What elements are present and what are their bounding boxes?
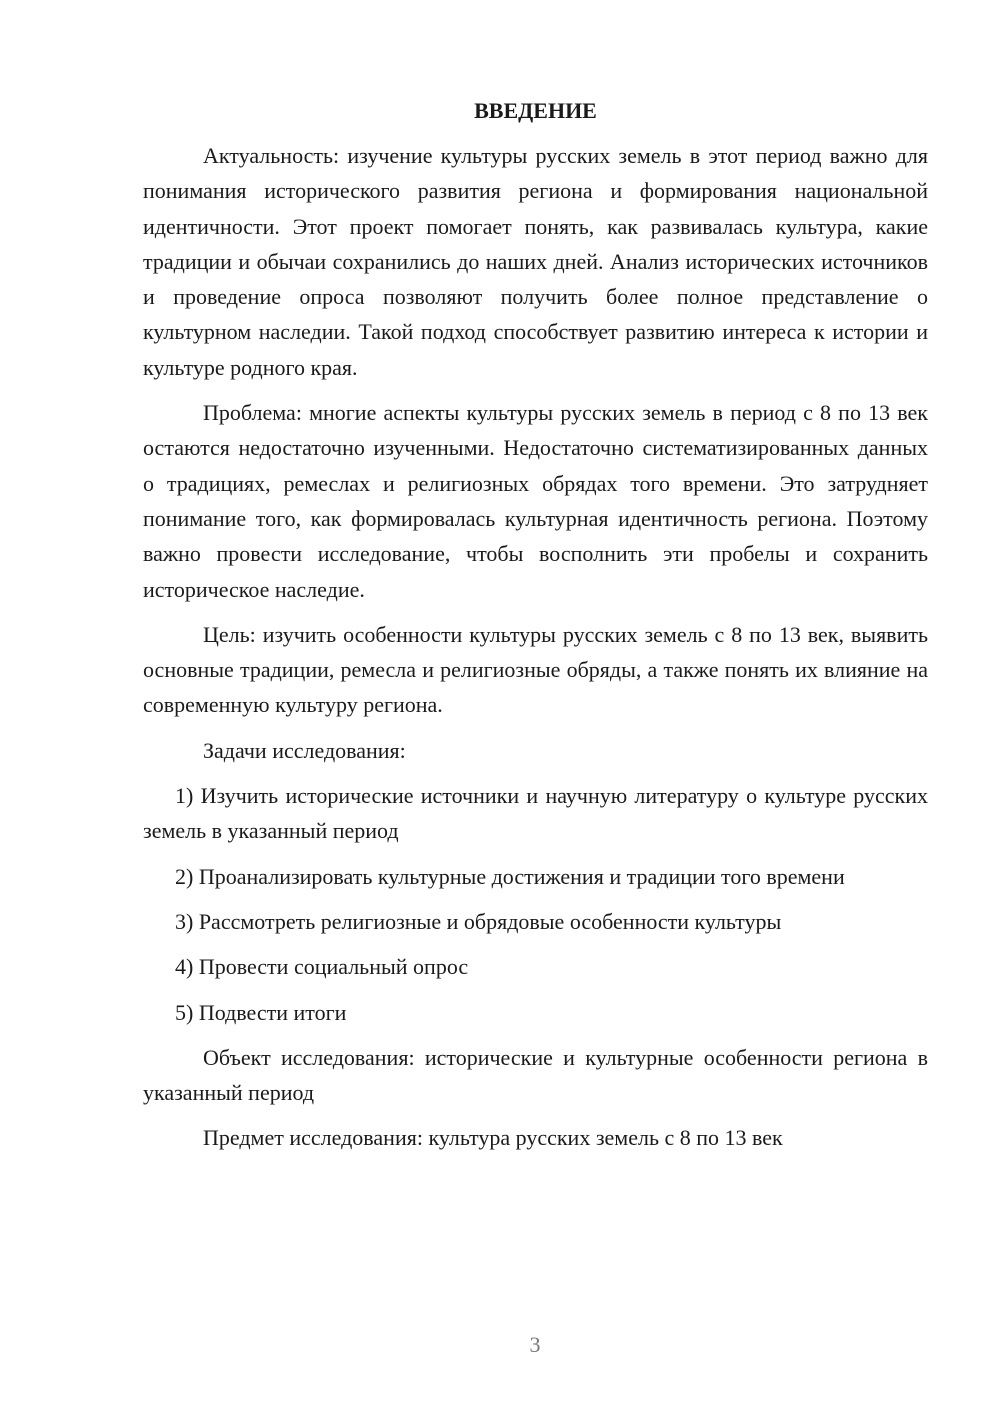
problem-paragraph: Проблема: многие аспекты культуры русских земель в период с 8 по 13 век остаются недостаточно изученными. Недостаточно систематизированных данных о традициях, ремеслах и религиозных обрядах того времени. Это затрудняет понимание того, как формировалась культурная идентичность региона. Поэтому важно провести исследование, чтобы восполнить эти пробелы и сохранить историческое наследие. — [143, 400, 928, 602]
subject-paragraph: Предмет исследования: культура русских земель с 8 по 13 век — [203, 1125, 783, 1151]
task-item: 5) Подвести итоги — [175, 999, 347, 1025]
relevance-paragraph: Актуальность: изучение культуры русских земель в этот период важно для понимания исторического развития региона и формирования национальной идентичности. Этот проект помогает понять, как развивалась культура, какие традиции и обычаи сохранились до наших дней. Анализ исторических источников и проведение опроса позволяют получить более полное представление о культурном наследии. Такой подход способствует развитию интереса к истории и культуре родного края. — [143, 143, 928, 380]
task-item: 3) Рассмотреть религиозные и обрядовые особенности культуры — [175, 908, 782, 934]
document-body — [143, 96, 928, 1166]
page-title: ВВЕДЕНИЕ — [474, 98, 597, 123]
task-item: 1) Изучить исторические источники и научную литературу о культуре русских земель в указанный период — [143, 783, 928, 844]
task-item: 4) Провести социальный опрос — [175, 954, 469, 980]
task-item: 2) Проанализировать культурные достижения и традиции того времени — [175, 863, 845, 889]
tasks-heading: Задачи исследования: — [203, 737, 406, 763]
object-paragraph: Объект исследования: исторические и культурные особенности региона в указанный период — [143, 1044, 928, 1106]
goal-paragraph: Цель: изучить особенности культуры русских земель с 8 по 13 век, выявить основные традиции, ремесла и религиозные обряды, а также понять их влияние на современную культуру региона. — [143, 621, 928, 718]
page-number: 3 — [529, 1332, 541, 1357]
